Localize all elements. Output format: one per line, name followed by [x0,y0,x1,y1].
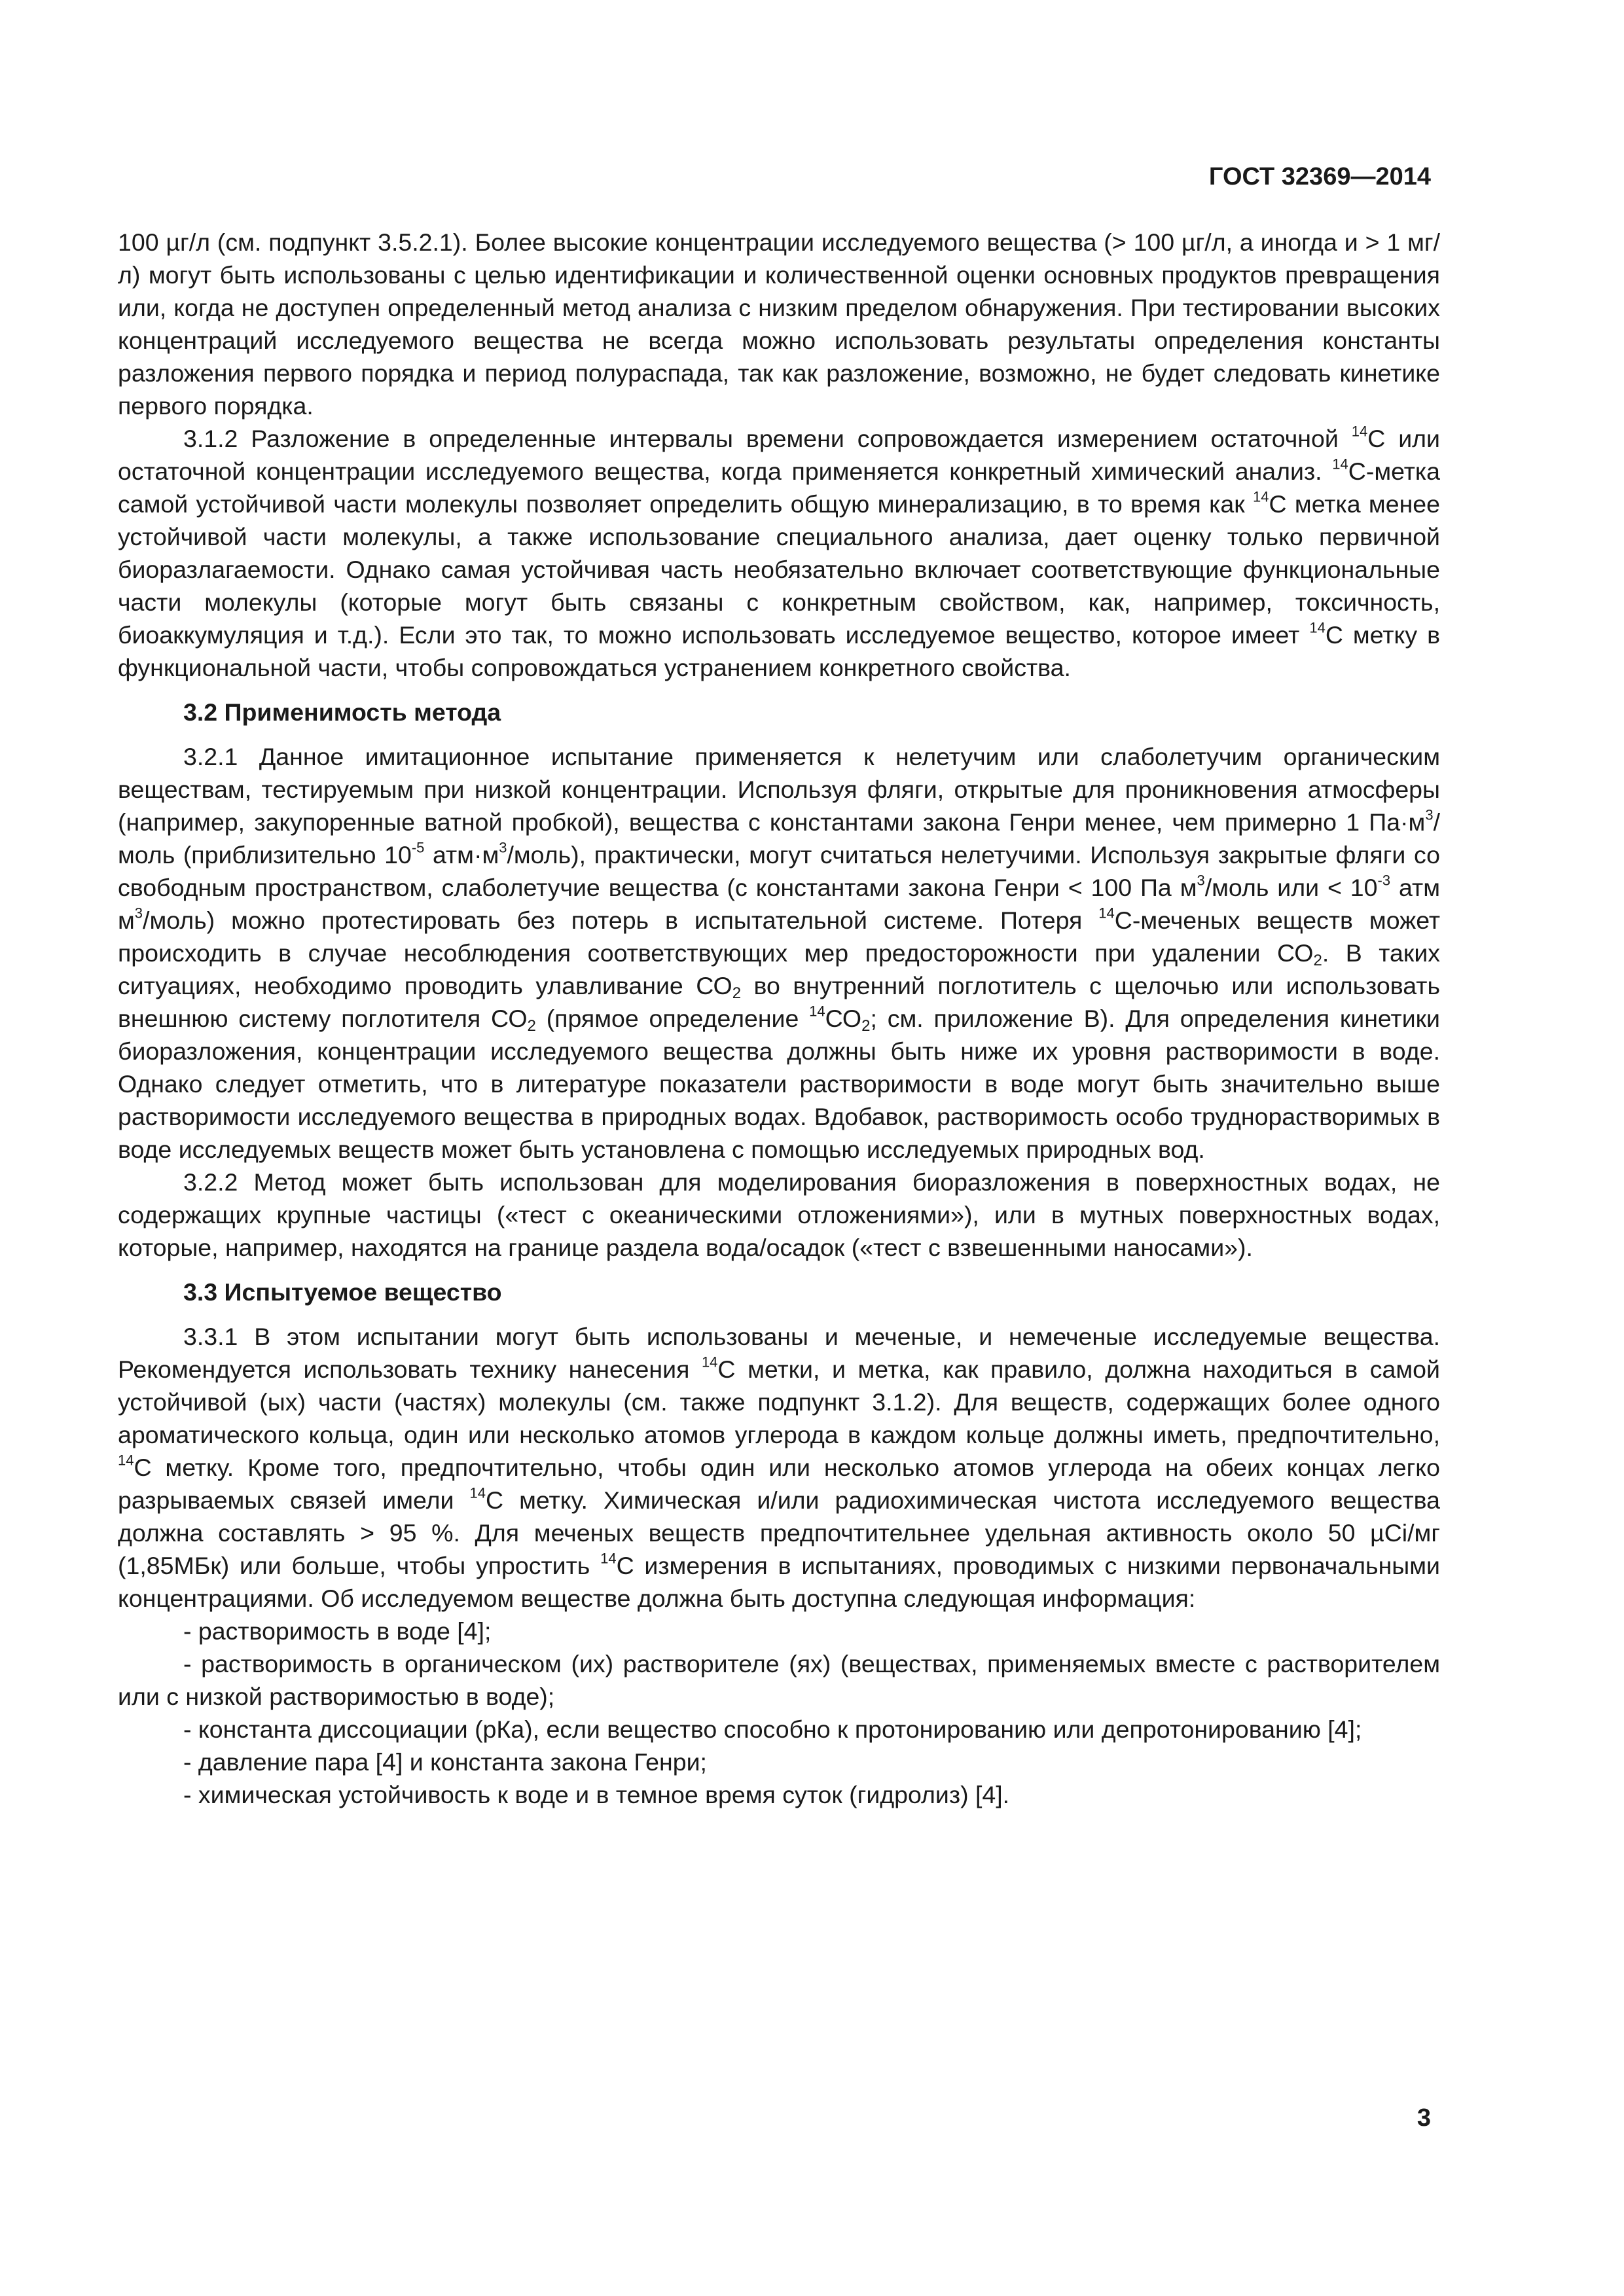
text-run: /моль (приблизительно 10 [118,808,1440,869]
superscript: 14 [701,1354,718,1371]
paragraph-3-2-2: 3.2.2 Метод может быть использован для моделирования биоразложения в поверхностных водах, не содержащих крупные частицы («тест с океаническими отложениями»), или в мутных поверхностных водах, которые, например, находятся на границе раздела вода/осадок («тест с взвешенными наносами»). [118,1168,1440,1261]
text-run: С метку в функциональной части, чтобы сопровождаться устранением конкретного свойства. [118,621,1440,681]
section-heading-3-2: 3.2 Применимость метода [183,698,501,726]
paragraph-3-2-1 [118,740,1440,1166]
list-item: - растворимость в воде [4]; [183,1617,492,1645]
text-run: атм м [118,874,1440,934]
superscript: 3 [1197,872,1205,889]
text-run: 3.2.1 Данное имитационное испытание применяется к нелетучим или слаболетучим органическим веществам, тестируемым при низкой концентрации. Используя фляги, открытые для проникновения атмосферы (например, закупоренные ватной пробкой), вещества с константами закона Генри менее, чем примерно 1 Па·м [118,743,1440,836]
list-item: - константа диссоциации (рКа), если вещество способно к протонированию или депротонированию [4]; [183,1715,1362,1743]
subscript: 2 [861,1017,871,1035]
text-run: С метки, и метка, как правило, должна находиться в самой устойчивой (ых) части (частях) молекулы (см. также подпункт 3.1.2). Для веществ, содержащих более одного ароматического кольца, один или несколько атомов углерода в каждом кольце должны иметь, предпочтительно, [118,1355,1440,1448]
subscript: 2 [527,1017,536,1035]
text-run: С метку. Кроме того, предпочтительно, чтобы один или несколько атомов углерода на обеих концах легко разрываемых связей имели [118,1454,1440,1514]
superscript: -5 [411,839,425,856]
document-id-header: ГОСТ 32369—2014 [1208,163,1431,190]
text-run: /моль), практически, могут считаться нелетучими. Используя закрытые фляги со свободным пространством, слаболетучие вещества (с константами закона Генри < 100 Па м [118,841,1440,901]
text-run: СО [825,1005,862,1032]
text-run: (прямое определение [535,1005,810,1032]
text-run: С метка менее устойчивой части молекулы, а также использование специального анализа, дает оценку только первичной биоразлагаемости. Однако самая устойчивая часть необязательно включает соответствующие функциональные части молекулы (которые могут быть связаны с конкретным свойством, как, например, токсичность, биоаккумуляция и т.д.). Если это так, то можно использовать исследуемое вещество, которое имеет [118,490,1440,649]
text-run: С-метка самой устойчивой части молекулы позволяет определить общую минерализацию, в то время как [118,457,1440,518]
text-run: 3.3.1 В этом испытании могут быть использованы и меченые, и немеченые исследуемые вещества. Рекомендуется использовать технику нанесения [118,1323,1440,1383]
text-run: /моль или < 10 [1204,874,1378,901]
text-run: атм·м [424,841,499,869]
text-run: С или остаточной концентрации исследуемого вещества, когда применяется конкретный химический анализ. [118,425,1440,485]
page-number: 3 [1416,2104,1431,2132]
superscript: 3 [1425,806,1434,823]
list-item: - химическая устойчивость к воде и в темное время суток (гидролиз) [4]. [183,1781,1010,1808]
superscript: 14 [1351,423,1368,440]
superscript: 3 [499,839,507,856]
text-run: 3.1.2 Разложение в определенные интервалы времени сопровождается измерением остаточной [183,425,1352,452]
section-heading-3-3: 3.3 Испытуемое вещество [183,1278,502,1306]
body-text [118,226,1440,1811]
text-run: С-меченых веществ может происходить в случае несоблюдения соответствующих мер предосторожности при удалении СО [118,906,1440,967]
superscript: 14 [809,1003,825,1020]
superscript: 14 [1332,456,1348,473]
text-run: во внутренний поглотитель с щелочью или использовать внешнюю систему поглотителя СО [118,972,1440,1032]
text-run: ; см. приложение В). Для определения кинетики биоразложения, концентрации исследуемого вещества должны быть ниже их уровня растворимости в воде. Однако следует отметить, что в литературе показатели растворимости в воде могут быть значительно выше растворимости исследуемого вещества в природных водах. Вдобавок, растворимость особо труднорастворимых в воде исследуемых веществ может быть установлена с помощью исследуемых природных вод. [118,1005,1441,1163]
text-run: С измерения в испытаниях, проводимых с низкими первоначальными концентрациями. Об исследуемом веществе должна быть доступна следующая информация: [118,1552,1440,1612]
paragraph-3-3-1 [118,1320,1440,1615]
superscript: 3 [134,905,143,922]
list-item: - давление пара [4] и константа закона Генри; [183,1748,707,1776]
superscript: 14 [600,1550,617,1567]
text-run: С метку. Химическая и/или радиохимическая чистота исследуемого вещества должна составлять > 95 %. Для меченых веществ предпочтительнее удельная активность около 50 µCi/мг (1,85МБк) или больше, чтобы упростить [118,1486,1441,1579]
superscript: 14 [1309,619,1326,636]
superscript: 14 [469,1484,486,1501]
subscript: 2 [1313,952,1322,969]
subscript: 2 [732,984,742,1002]
superscript: 14 [118,1452,134,1469]
text-run: /моль) можно протестировать без потерь в испытательной системе. Потеря [143,906,1099,934]
paragraph-intro: 100 µг/л (см. подпункт 3.5.2.1). Более высокие концентрации исследуемого вещества (> 100 µг/л, а иногда и > 1 мг/л) могут быть использованы с целью идентификации и количественной оценки основных продуктов превращения или, когда не доступен определенный метод анализа с низким пределом обнаружения. При тестировании высоких концентраций исследуемого вещества не всегда можно использовать результаты определения константы разложения первого порядка и период полураспада, так как разложение, возможно, не будет следовать кинетике первого порядка. [118,228,1440,420]
list-item: - растворимость в органическом (их) растворителе (ях) (веществах, применяемых вместе с растворителем или с низкой растворимостью в воде); [118,1650,1440,1710]
superscript: -3 [1377,872,1391,889]
superscript: 14 [1098,905,1115,922]
text-run: . В таких ситуациях, необходимо проводить улавливание СО [118,939,1441,999]
superscript: 14 [1252,488,1269,505]
paragraph-3-1-2 [118,422,1440,684]
